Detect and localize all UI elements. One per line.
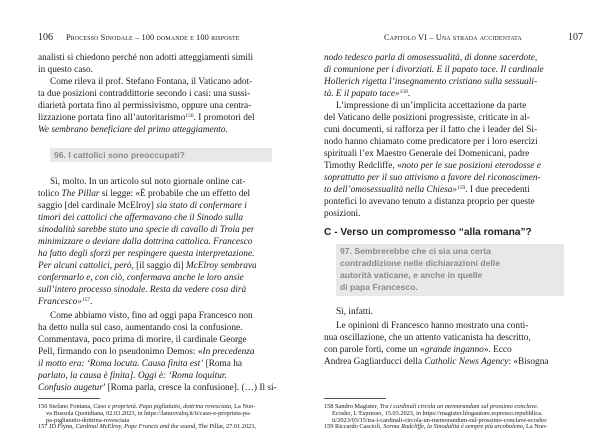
body-line: L’impressione di un’implicita accettazione da parte <box>336 101 527 111</box>
footnote-rule <box>324 398 386 399</box>
body-line: Confusio augetur’ [Roma parla, cresce la confusione]. (…) Il si- <box>38 383 277 393</box>
right-page <box>300 0 600 430</box>
answer-line: con parole forti, come un «grande inganno». Ecco <box>324 345 512 355</box>
answer-line: Andrea Gagliarducci della Catholic News Agency: «Bisogna <box>324 357 549 367</box>
body-line: ta due posizioni contraddittorie secondo i casi: una sussi- <box>38 89 251 99</box>
running-head: Capitolo VI – Una strada accidentata <box>384 33 522 42</box>
body-line: Come rileva il prof. Stefano Fontana, il Vaticano adot- <box>50 77 253 87</box>
body-line: diarietà portata fino al permissivismo, oppure una centra- <box>38 101 252 111</box>
answer-line: ha fatto degli sforzi per respingere questa interpretazione. <box>38 249 255 259</box>
footnote-ref[interactable]: 158 <box>399 89 408 95</box>
answer-line: saggio [del cardinale McElroy] sia stato di confermare i <box>38 201 247 211</box>
body-line: parlato, la causa è finita]. Oggi è: ‘Roma loquitur. <box>38 371 227 381</box>
body-line: del Vaticano delle posizioni progressiste, criticate in al- <box>324 113 530 123</box>
section-title: C - Verso un compromesso “alla romana”? <box>324 227 532 238</box>
body-line: pontefici lo avevano tenuto a distanza proprio per queste <box>324 197 535 207</box>
footnote: va Bussola Quotidiana, 02.03.2023, in https://lanuovabq.it/it/caso-e-proprieta-pa- <box>46 410 251 417</box>
footnote-ref[interactable]: 156 <box>185 113 194 119</box>
footnote-ref[interactable]: 159 <box>457 185 466 191</box>
answer-line: minimizzare o deviare dalla dottrina cattolica. Francesco <box>38 237 253 247</box>
page-number: 106 <box>38 32 53 43</box>
question-title: 97. Sembrerebbe che ci sia una certa <box>340 246 491 256</box>
footnote: 157 JD Flynn, Cardinal McElroy, Pope Francis and the sound, The Pillar, 27.01.2023, <box>38 423 256 430</box>
answer-line: nua oscillazione, che un attento vaticanista ha descritto, <box>324 333 531 343</box>
body-line: to dell’omosessualità nella Chiesa»$^{159}$. I due precedenti <box>324 185 530 195</box>
answer-line: Sì, molto. In un articolo sul noto giornale online cat- <box>50 177 246 187</box>
body-line: Come abbiamo visto, fino ad oggi papa Francesco non <box>50 311 253 321</box>
answer-line: timori dei cattolici che affermavano che il Sinodo sulla <box>38 213 244 223</box>
question-title: 96. I cattolici sono preoccupati? <box>54 150 185 160</box>
footnote: Ecosho, L’Espresso, 15.03.2023, in https://magister.blogautore.espresso.repubblica. <box>332 410 543 417</box>
footnote: 159 Riccardo Cascioli, Sorma Radcliffe, la Sinodalità è sempre più arcobaleno, La Nuo- <box>324 423 548 430</box>
question-title: contraddizione nelle dichiarazioni delle <box>340 258 500 268</box>
footnote: pa-pigliatutto-dottrina-rovesciata <box>46 417 130 424</box>
body-line: di comunione per i divorziati. E il papato tace. Il cardinale <box>324 65 544 75</box>
answer-line: Le opinioni di Francesco hanno mostrato una conti- <box>336 321 529 331</box>
answer-line: tolico The Pillar si legge: «È probabile che un effetto del <box>38 189 251 199</box>
footnote: 158 Sandro Magister, Tra i cardinali circola un memorandum sul prossimo conclave. <box>324 403 539 410</box>
body-line: il motto era: ‘Roma locuta. Causa finita est’ [Roma ha <box>38 359 243 369</box>
body-line: cuni documenti, si rafforza per il fatto che i leader del Si- <box>324 125 538 135</box>
footnote: it/2023/03/15/tra-i-cardinali-circola-un-memorandum-sul-prossimo-conclave-ecosho/ <box>332 417 548 424</box>
body-line: nodo tedesco parla di omosessualità, di donne sacerdote, <box>324 53 538 63</box>
body-line: ha detto nulla sul caso, aumentando così la confusione. <box>38 323 243 333</box>
footnote-rule <box>38 398 100 399</box>
body-line: lizzazione portata fino all’autoritarismo$^{156}$. I promotori del <box>38 113 255 123</box>
body-line: Hollerich rigetta l’insegnamento cristiano sulla sessuali- <box>324 77 538 87</box>
footnote: 156 Stefano Fontana, Caso e proprietà. Papa pigliatutto, dottrina rovesciata, La Nuo- <box>38 403 256 410</box>
body-line: Timothy Redcliffe, «noto per le sue posizioni eterodosse e <box>324 161 541 171</box>
answer-line: Francesco»$^{157}$. <box>38 297 93 307</box>
body-line: Commentava, poco prima di morire, il cardinale George <box>38 335 247 345</box>
question-title: autorità vaticane, e anche in quelle <box>340 270 483 280</box>
body-line: posizioni. <box>324 209 361 219</box>
body-line: nodo hanno chiamato come predicatore per i loro esercizi <box>324 137 538 147</box>
question-title: di papa Francesco. <box>340 282 418 292</box>
answer-line: sull’intero processo sinodale. Resta da vedere cosa dirà <box>38 285 247 295</box>
answer-line: sinodalità sarebbe stato una specie di cavallo di Troia per <box>38 225 255 235</box>
running-head: Processo Sinodale – 100 domande e 100 risposte <box>66 33 240 42</box>
body-line: Pell, firmando con lo pseudonimo Demos: «In precedenza <box>38 347 255 357</box>
answer-line: Sì, infatti. <box>336 307 373 317</box>
footnote-ref[interactable]: 157 <box>81 297 91 303</box>
body-line: in questo caso. <box>38 65 93 75</box>
body-line: We sembrano beneficiare del primo atteggiamento. <box>38 125 228 135</box>
body-line: analisti si chiedono perché non adotti atteggiamenti simili <box>38 53 254 63</box>
page-number: 107 <box>568 32 583 43</box>
body-line: spirituali l’ex Maestro Generale dei Domenicani, padre <box>324 149 530 159</box>
answer-line: confermarlo e, con ciò, confermava anche le loro ansie <box>38 273 244 283</box>
answer-line: Per alcuni cattolici, però, [il saggio di] McElroy sembrava <box>38 261 257 271</box>
body-line: tà. E il papato tace»$^{158}$. <box>324 89 411 99</box>
body-line: soprattutto per il suo attivismo a favore del riconoscimen- <box>324 173 541 183</box>
